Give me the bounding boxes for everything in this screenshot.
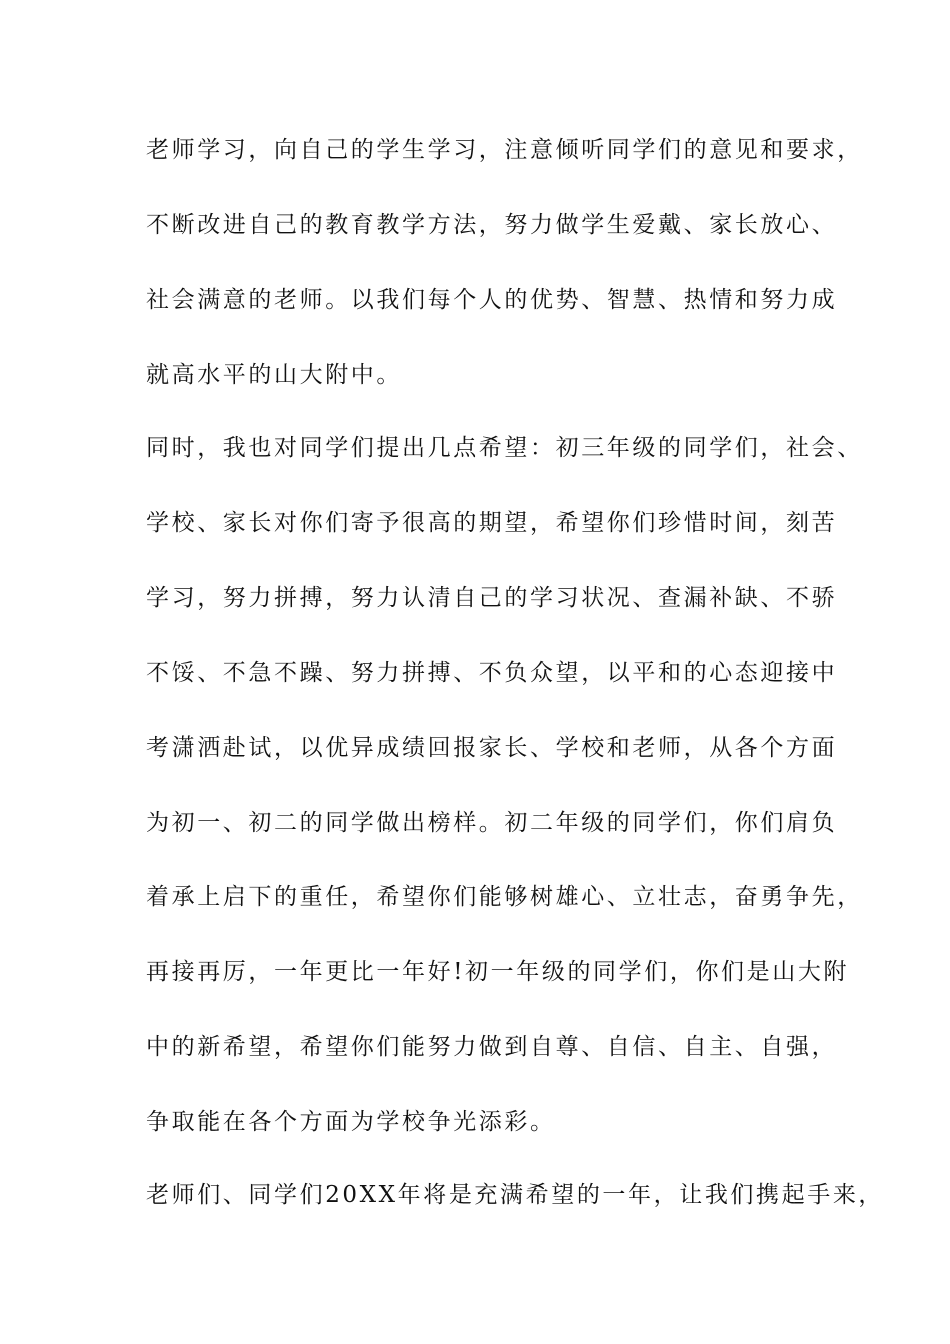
text-line-12: 再接再厉，一年更比一年好!初一年级的同学们，你们是山大附 bbox=[146, 959, 850, 985]
text-line-3: 社会满意的老师。以我们每个人的优势、智慧、热情和努力成 bbox=[146, 287, 838, 313]
text-line-13: 中的新希望，希望你们能努力做到自尊、自信、自主、自强， bbox=[146, 1034, 838, 1060]
text-line-11: 着承上启下的重任，希望你们能够树雄心、立壮志，奋勇争先， bbox=[146, 884, 863, 910]
text-line-9: 考潇洒赴试，以优异成绩回报家长、学校和老师，从各个方面 bbox=[146, 735, 838, 761]
text-line-2: 不断改进自己的教育教学方法，努力做学生爱戴、家长放心、 bbox=[146, 212, 838, 238]
text-line-7: 学习，努力拼搏，努力认清自己的学习状况、查漏补缺、不骄 bbox=[146, 585, 838, 611]
text-line-14: 争取能在各个方面为学校争光添彩。 bbox=[146, 1109, 556, 1135]
text-line-1: 老师学习，向自己的学生学习，注意倾听同学们的意见和要求， bbox=[146, 137, 863, 163]
text-line-15: 老师们、同学们20XX年将是充满希望的一年，让我们携起手来， bbox=[146, 1182, 885, 1208]
text-line-6: 学校、家长对你们寄予很高的期望，希望你们珍惜时间，刻苦 bbox=[146, 510, 838, 536]
text-line-10: 为初一、初二的同学做出榜样。初二年级的同学们，你们肩负 bbox=[146, 810, 838, 836]
text-line-8: 不馁、不急不躁、努力拼搏、不负众望，以平和的心态迎接中 bbox=[146, 660, 838, 686]
text-line-5: 同时，我也对同学们提出几点希望：初三年级的同学们，社会、 bbox=[146, 435, 863, 461]
text-line-4: 就高水平的山大附中。 bbox=[146, 362, 402, 388]
